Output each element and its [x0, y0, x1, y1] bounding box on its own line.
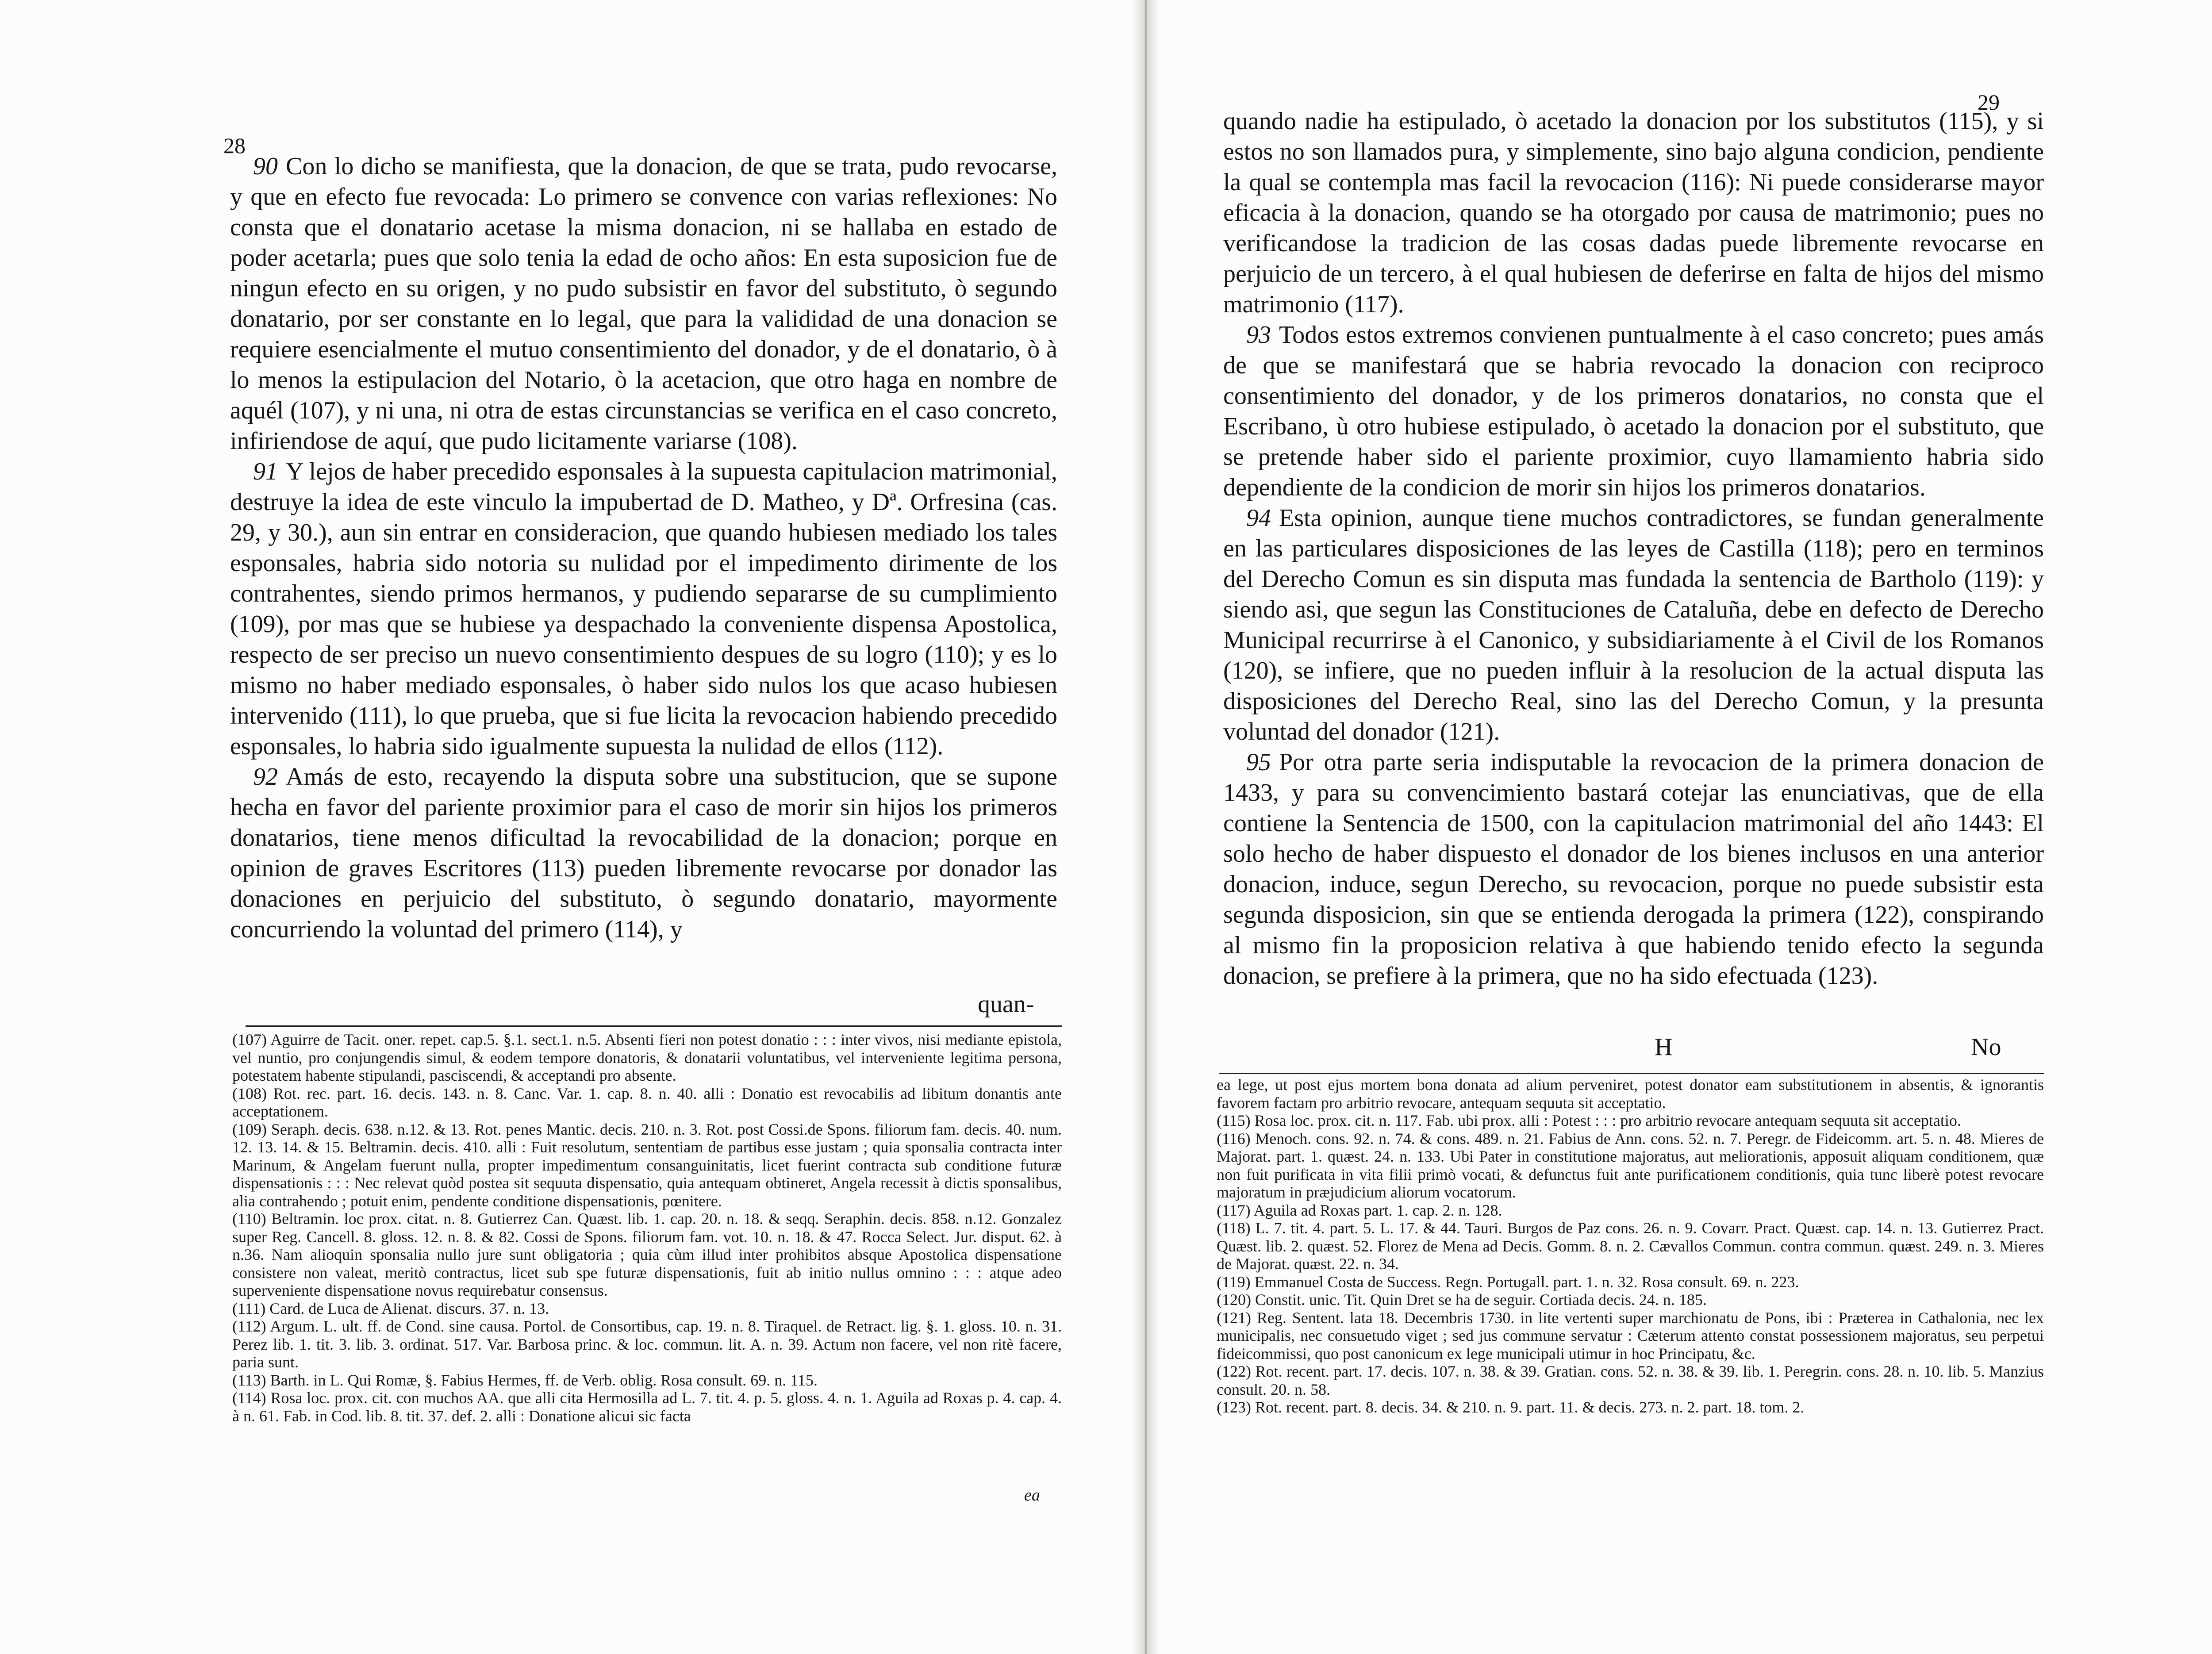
paragraph-number: 92	[253, 763, 278, 791]
footnote: (123) Rot. recent. part. 8. decis. 34. & 210. n. 9. part. 11. & decis. 273. n. 2. part. 18. tom. 2.	[1217, 1398, 1805, 1416]
left-footnotes	[232, 1031, 1062, 1425]
paragraph-text: Esta opinion, aunque tiene muchos contradictores, se fundan generalmente en las particulares disposiciones de las leyes de Castilla (118); pero en terminos del Derecho Comun es sin disputa mas fundada la sentencia de Bartholo (119): y siendo asi, que segun las Constituciones de Cataluña, debe en defecto de Derecho Municipal recurrirse à el Canonico, y subsidiariamente à el Civil de los Romanos (120), se infiere, que no pueden influir à la resolucion de la actual disputa las disposiciones del Derecho Real, sino las del Derecho Comun, y la presunta voluntad del donador (121).	[1223, 504, 2044, 745]
footnote: (107) Aguirre de Tacit. oner. repet. cap.5. §.1. sect.1. n.5. Absenti fieri non potest donatio : : : inter vivos, nisi mediante epistola, vel nuntio, pro conjungendis simul, & eodem tempore donatoris, & donatarii voluntatibus, vel interveniente legitima persona, potestatem habente stipulandi, pasciscendi, & acceptandi pro absente.	[232, 1031, 1062, 1084]
paragraph	[1223, 747, 2044, 991]
footnote: (122) Rot. recent. part. 17. decis. 107. n. 38. & 39. Gratian. cons. 52. n. 38. & 39. lib. 1. Peregrin. cons. 28. n. 10. lib. 5. Manzius consult. 20. n. 58.	[1217, 1362, 2044, 1398]
book-gutter	[1133, 0, 1159, 1654]
paragraph	[230, 762, 1057, 945]
footnote: (115) Rosa loc. prox. cit. n. 117. Fab. ubi prox. alli : Potest : : : pro arbitrio revocare antequam sequuta sit acceptatio.	[1217, 1112, 1961, 1129]
footnote-rule-left	[246, 1025, 1062, 1027]
paragraph-number: 95	[1246, 748, 1271, 776]
footnote: (114) Rosa loc. prox. cit. con muchos AA. que alli cita Hermosilla ad L. 7. tit. 4. p. 5. gloss. 4. n. 1. Aguila ad Roxas p. 4. cap. 4. à n. 61. Fab. in Cod. lib. 8. tit. 37. def. 2. alli : Donatione alicui sic facta	[232, 1389, 1062, 1425]
footnote: (120) Constit. unic. Tit. Quin Dret se ha de seguir. Cortiada decis. 24. n. 185.	[1217, 1291, 1707, 1309]
right-body-text	[1223, 106, 2044, 991]
footnote: (119) Emmanuel Costa de Success. Regn. Portugall. part. 1. n. 32. Rosa consult. 69. n. 223.	[1217, 1273, 1799, 1291]
paragraph-number: 91	[253, 458, 278, 485]
page-number-right: 29	[1978, 90, 2000, 115]
paragraph-number: 93	[1246, 321, 1271, 349]
paragraph	[1223, 503, 2044, 747]
left-body-text	[230, 151, 1057, 945]
paragraph-text: quando nadie ha estipulado, ò acetado la donacion por los substitutos (115), y si estos no son llamados pura, y simplemente, sino bajo alguna condicion, pendiente la qual se contempla mas facil la revocacion (116): Ni puede considerarse mayor eficacia à la donacion, quando se ha otorgado por causa de matrimonio; pues no verificandose la tradicion de las cosas dadas puede libremente revocarse en perjuicio de un tercero, à el qual hubiesen de deferirse en falta de hijos del mismo matrimonio (117).	[1223, 107, 2044, 318]
footnote: (110) Beltramin. loc prox. citat. n. 8. Gutierrez Can. Quæst. lib. 1. cap. 20. n. 18. & seqq. Seraphin. decis. 858. n.12. Gonzalez super Reg. Cancell. 8. gloss. 12. n. 8. & 82. Cossi de Spons. filiorum fam. vot. 10. n. 18. & 47. Rocca Select. Jur. disput. 62. à n.36. Nam alioquin sponsalia nullo jure sunt obligatoria ; quia cùm illud inter prohibitos absque Apostolica dispensatione consistere non valeat, meritò contractus, licet sub spe futuræ dispensationis, fuit ab initio nullus omnino : : : atque adeo superveniente dispensatione novus requirebatur consensus.	[232, 1210, 1062, 1299]
paragraph	[1223, 106, 2044, 320]
paragraph-text: Todos estos extremos convienen puntualmente à el caso concreto; pues amás de que se manifestará que se habria revocado la donacion con reciproco consentimiento del donador, y de los primeros donatarios, no consta que el Escribano, ù otro hubiese estipulado, ò acetado la donacion por el substituto, que se pretende haber sido el pariente proximior, cuyo llamamiento habria sido dependiente de la condicion de morir sin hijos los primeros donatarios.	[1223, 321, 2044, 501]
footnote: (121) Reg. Sentent. lata 18. Decembris 1730. in lite vertenti super marchionatu de Pons, ibi : Præterea in Cathalonia, nec lex municipalis, nec consuetudo viget ; sed jus commune servatur : Cæterum attento constat possessionem majoratus, seu perpetui fideicommissi, quo post canonicum ex lege municipali utimur in hoc Principatu, &c.	[1217, 1309, 2044, 1362]
footnote: (116) Menoch. cons. 92. n. 74. & cons. 489. n. 21. Fabius de Ann. cons. 52. n. 7. Peregr. de Fideicomm. art. 5. n. 48. Mieres de Majorat. part. 1. quæst. 24. n. 133. Ubi Pater in constitutione majoratus, aut meliorationis, apposuit aliquam conditionem, quæ non fuit purificata in vita filii primò vocati, & defunctus fuit ante purificationem conditionis, quia tunc liberè potest revocare majoratum in præjudicium aliorum vocatorum.	[1217, 1129, 2044, 1201]
footnote: (113) Barth. in L. Qui Romæ, §. Fabius Hermes, ff. de Verb. oblig. Rosa consult. 69. n. 115.	[232, 1371, 818, 1389]
right-footnotes	[1217, 1076, 2044, 1416]
paragraph	[230, 457, 1057, 762]
footnote: (111) Card. de Luca de Alienat. discurs. 37. n. 13.	[232, 1299, 549, 1317]
paragraph-number: 94	[1246, 504, 1271, 532]
footnote-catchword-left: ea	[1024, 1486, 1040, 1504]
paragraph-text: Amás de esto, recayendo la disputa sobre una substitucion, que se supone hecha en favor del pariente proximior para el caso de morir sin hijos los primeros donatarios, tiene menos dificultad la revocabilidad de la donacion; porque en opinion de graves Escritores (113) pueden libremente revocarse por donador las donaciones en perjuicio del substituto, ò segundo donatario, mayormente concurriendo la voluntad del primero (114), y	[230, 763, 1057, 943]
footnote: (118) L. 7. tit. 4. part. 5. L. 17. & 44. Tauri. Burgos de Paz cons. 26. n. 9. Covarr. Pract. Quæst. cap. 14. n. 13. Gutierrez Pract. Quæst. lib. 2. quæst. 52. Florez de Mena ad Decis. Gomm. 8. n. 2. Cævallos Commun. contra commun. quæst. 249. n. 3. Mieres de Majorat. quæst. 22. n. 34.	[1217, 1219, 2044, 1273]
footnote-rule-right	[1219, 1073, 2044, 1074]
footnote: (117) Aguila ad Roxas part. 1. cap. 2. n. 128.	[1217, 1201, 1502, 1219]
catchword-right: No	[1971, 1033, 2001, 1061]
catchword-left: quan-	[978, 990, 1034, 1018]
paragraph	[1223, 320, 2044, 503]
paragraph	[230, 151, 1057, 457]
footnote: (109) Seraph. decis. 638. n.12. & 13. Rot. penes Mantic. decis. 210. n. 3. Rot. post Cossi.de Spons. filiorum fam. decis. 40. num. 12. 13. 14. & 15. Beltramin. decis. 410. alli : Fuit resolutum, sententiam de partibus esse justam ; quia sponsalia contracta inter Marinum, & Angelam fuerunt nulla, propter impedimentum consanguinitatis, licet fuerint contracta sub conditione futuræ dispensationis : : : Nec relevat quòd postea sit sequuta dispensatio, quia antequam obtineret, Angela recessit à dictis sponsalibus, alia contrahendo ; potuit enim, pendente conditione dispensationis, pœnitere.	[232, 1120, 1062, 1210]
page-number-left: 28	[223, 133, 246, 158]
footnote: ea lege, ut post ejus mortem bona donata ad alium perveniret, potest donator eam substitutionem in absentis, & ignorantis favorem factam pro arbitrio revocare, antequam sequuta sit acceptatio.	[1217, 1076, 2044, 1112]
footnote: (108) Rot. rec. part. 16. decis. 143. n. 8. Canc. Var. 1. cap. 8. n. 40. alli : Donatio est revocabilis ad libitum donantis ante acceptationem.	[232, 1084, 1062, 1120]
signature-mark: H	[1655, 1033, 1673, 1061]
paragraph-number: 90	[253, 153, 278, 180]
paragraph-text: Por otra parte seria indisputable la revocacion de la primera donacion de 1433, y para su convencimiento bastará cotejar las enunciativas, que de ella contiene la Sentencia de 1500, con la capitulacion matrimonial del año 1443: El solo hecho de haber dispuesto el donador de los bienes inclusos en una anterior donacion, induce, segun Derecho, su revocacion, porque no puede subsistir esta segunda disposicion, sin que se entienda derogada la primera (122), conspirando al mismo fin la proposicion relativa à que habiendo tenido efecto la segunda donacion, se prefiere à la primera, que no ha sido efectuada (123).	[1223, 748, 2044, 990]
footnote: (112) Argum. L. ult. ff. de Cond. sine causa. Portol. de Consortibus, cap. 19. n. 8. Tiraquel. de Retract. lig. §. 1. gloss. 10. n. 31. Perez lib. 1. tit. 3. lib. 3. ordinat. 517. Var. Barbosa princ. & loc. commun. lit. A. n. 39. Actum non facere, vel non ritè facere, paria sunt.	[232, 1317, 1062, 1371]
paragraph-text: Y lejos de haber precedido esponsales à la supuesta capitulacion matrimonial, destruye la idea de este vinculo la impubertad de D. Matheo, y Dª. Orfresina (cas. 29, y 30.), aun sin entrar en consideracion, que quando hubiesen mediado los tales esponsales, habria sido notoria su nulidad por el impedimento dirimente de los contrahentes, siendo primos hermanos, y pudiendo separarse de su cumplimiento (109), por mas que se hubiese ya despachado la conveniente dispensa Apostolica, respecto de ser preciso un nuevo consentimiento despues de su logro (110); y es lo mismo no haber mediado esponsales, ò haber sido nulos los que acaso hubiesen intervenido (111), lo que prueba, que si fue licita la revocacion habiendo precedido esponsales, lo habria sido igualmente supuesta la nulidad de ellos (112).	[230, 458, 1057, 760]
paragraph-text: Con lo dicho se manifiesta, que la donacion, de que se trata, pudo revocarse, y que en efecto fue revocada: Lo primero se convence con varias reflexiones: No consta que el donatario acetase la misma donacion, ni se hallaba en estado de poder acetarla; pues que solo tenia la edad de ocho años: En esta suposicion fue de ningun efecto en su origen, y no pudo subsistir en favor del substituto, ò segundo donatario, por ser constante en lo legal, que para la valididad de una donacion se requiere esencialmente el mutuo consentimiento del donador, y de el donatario, ò à lo menos la estipulacion del Notario, ò la acetacion, que otro haga en nombre de aquél (107), y ni una, ni otra de estas circunstancias se verifica en el caso concreto, infiriendose de aquí, que pudo licitamente variarse (108).	[230, 153, 1057, 455]
